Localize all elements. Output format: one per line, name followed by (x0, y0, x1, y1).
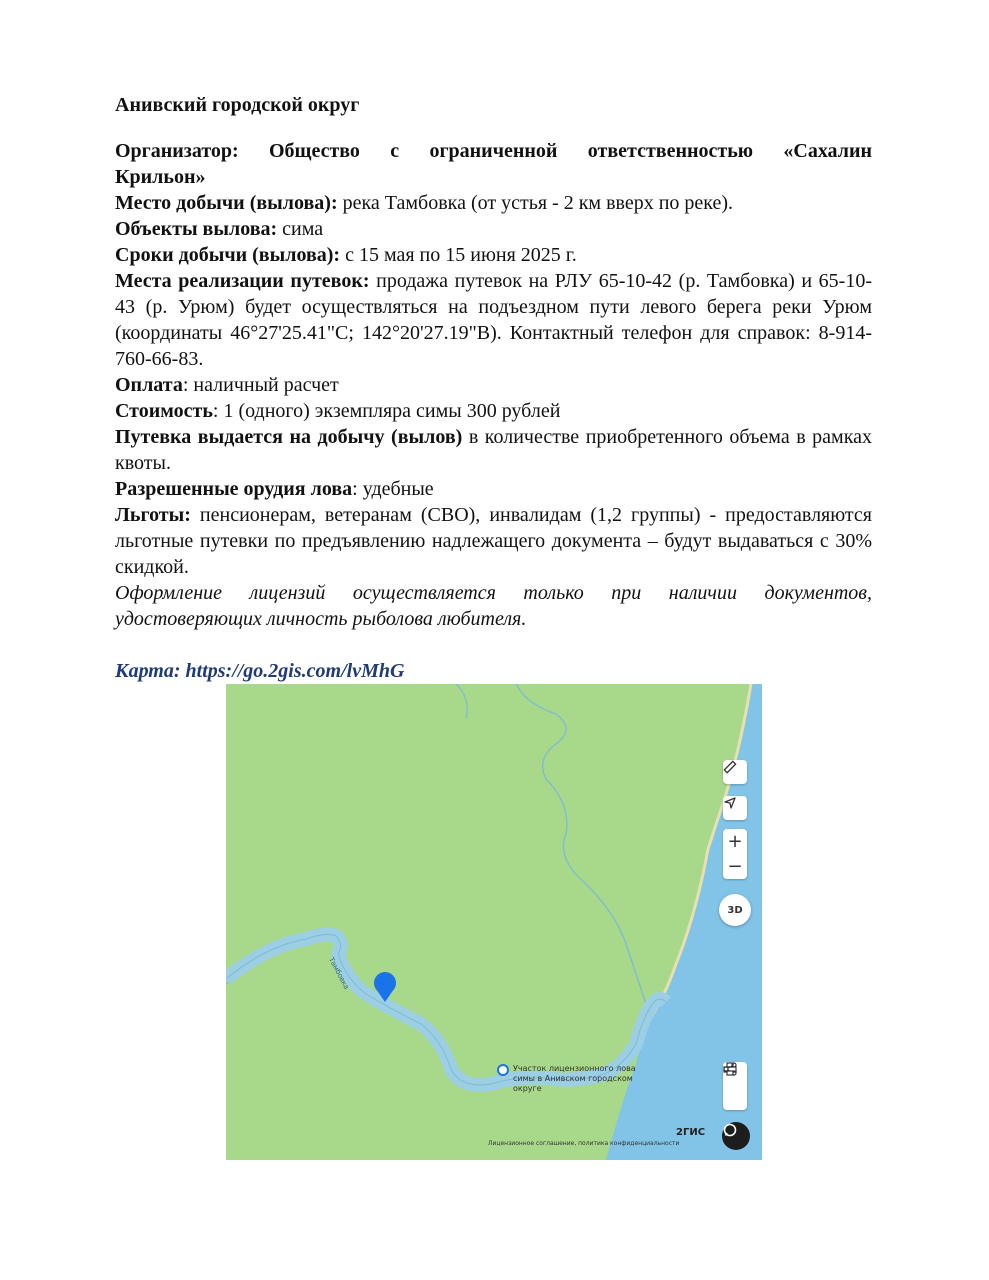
poi-marker-icon (498, 1065, 508, 1075)
permit-label: Путевка выдается на добычу (вылов) (115, 426, 463, 448)
terms-text: с 15 мая по 15 июня 2025 г. (340, 244, 577, 266)
ruler-button[interactable] (723, 760, 747, 784)
place-text: река Тамбовка (от устья - 2 км вверх по реке). (337, 192, 734, 214)
sales-paragraph (115, 268, 872, 372)
benefits-label: Льготы: (115, 504, 191, 526)
print-button[interactable] (723, 1086, 747, 1110)
objects-paragraph (115, 216, 872, 242)
poi-label[interactable]: Участок лицензионного лова симы в Анивском городском округе (513, 1064, 636, 1093)
gear-paragraph (115, 476, 872, 502)
gear-label: Разрешенные орудия лова (115, 478, 353, 500)
document-body (115, 92, 872, 632)
sales-label: Места реализации путевок: (115, 270, 370, 292)
locate-button[interactable] (723, 796, 747, 820)
terms-label: Сроки добычи (вылова): (115, 244, 341, 266)
cost-label: Стоимость (115, 400, 213, 422)
organizer-label: Организатор: (115, 140, 239, 162)
sales-text: продажа путевок на РЛУ 65-10-42 (р. Тамбовка) и 65-10-43 (р. Урюм) будет осуществляться на подъездном пути левого берега реки Урюм (координаты 46°27'25.41"С; 142°20'27.19"В). Контактный телефон для справок: 8-914-760-66-83. (115, 270, 873, 370)
zoom-in-button[interactable]: + (727, 831, 743, 852)
objects-label: Объекты вылова: (115, 218, 278, 240)
objects-text: сима (277, 218, 324, 240)
organizer-line2 (115, 164, 872, 190)
organizer-line1 (115, 138, 872, 164)
gear-text: : удебные (352, 478, 434, 500)
river-label: Тамбовка (326, 956, 351, 991)
payment-text: : наличный расчет (182, 374, 339, 396)
zoom-controls (723, 829, 747, 879)
payment-label: Оплата (115, 374, 183, 396)
print-icon (723, 1062, 737, 1076)
organizer-text-line2: Крильон» (115, 166, 206, 188)
permit-paragraph (115, 424, 872, 476)
map-image[interactable] (226, 684, 762, 1160)
chat-icon (722, 1122, 738, 1138)
cost-paragraph (115, 398, 872, 424)
place-label: Место добычи (вылова): (115, 192, 338, 214)
benefits-paragraph (115, 502, 872, 580)
cost-text: : 1 (одного) экземпляра симы 300 рублей (212, 400, 561, 422)
brand-logo: 2ГИС (676, 1127, 706, 1138)
terms-paragraph (115, 242, 872, 268)
payment-paragraph (115, 372, 872, 398)
tools-controls (723, 1062, 747, 1110)
3d-button[interactable]: 3D (719, 894, 751, 926)
map-link[interactable]: Карта: https://go.2gis.com/lvMhG (115, 660, 405, 682)
license-links[interactable]: Лицензионное соглашение, политика конфиденциальности (488, 1140, 680, 1147)
navigation-arrow-icon (723, 796, 737, 810)
zoom-out-button[interactable]: − (727, 856, 743, 877)
benefits-text: пенсионерам, ветеранам (СВО), инвалидам (1,2 группы) - предоставляются льготные путевки по предъявлению надлежащего документа – будут выдаваться с 30% скидкой. (115, 504, 872, 578)
map-canvas (226, 684, 762, 1160)
chat-button[interactable] (722, 1122, 750, 1150)
organizer-text-line1: Общество с ограниченной ответственностью «Сахалин (269, 140, 872, 162)
place-paragraph (115, 190, 872, 216)
ruler-icon (723, 760, 737, 774)
document-heading: Анивский городской округ (115, 94, 360, 116)
permit-text: в количестве приобретенного объема в рамках квоты. (115, 426, 872, 474)
note-paragraph: Оформление лицензий осуществляется только при наличии документов, удостоверяющих личность рыболова любителя. (115, 582, 872, 630)
